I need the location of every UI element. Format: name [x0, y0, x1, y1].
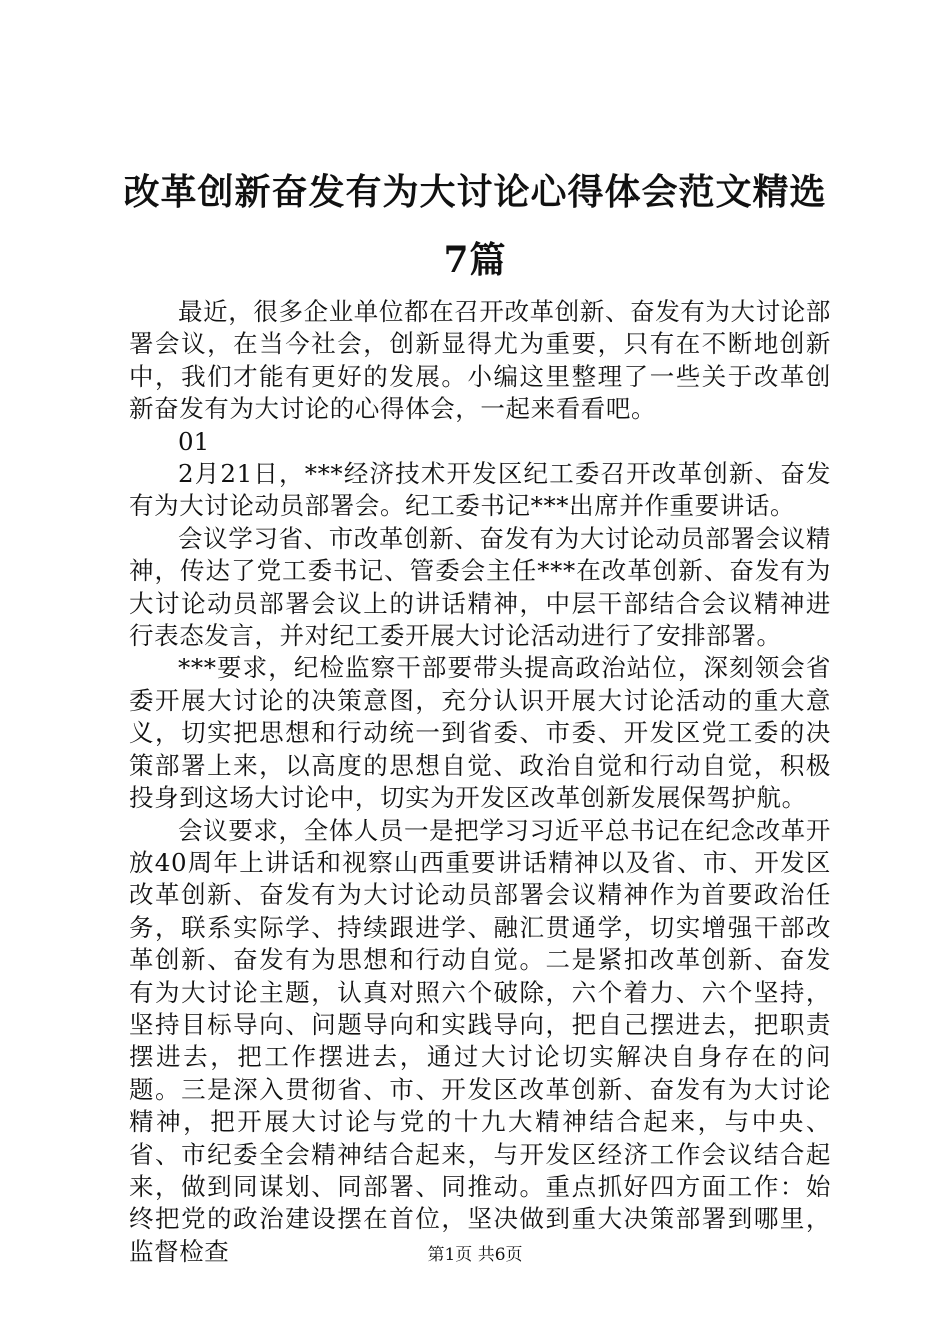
page-footer: 第1页 共6页: [427, 1245, 523, 1265]
body-paragraph: 会议学习省、市改革创新、奋发有为大讨论动员部署会议精神，传达了党工委书记、管委会主任***在改革创新、奋发有为大讨论动员部署会议上的讲话精神，中层干部结合会议精神进行表态发言，并对纪工委开展大讨论活动进行了安排部署。: [129, 523, 831, 651]
body-paragraph: 2月21日，***经济技术开发区纪工委召开改革创新、奋发有为大讨论动员部署会。纪工委书记***出席并作重要讲话。: [129, 459, 831, 521]
document-title: 改革创新奋发有为大讨论心得体会范文精选7篇: [123, 171, 827, 281]
body-paragraph: 会议要求，全体人员一是把学习习近平总书记在纪念改革开放40周年上讲话和视察山西重要讲话精神以及省、市、开发区改革创新、奋发有为大讨论动员部署会议精神作为首要政治任务，联系实际学、持续跟进学、融汇贯通学，切实增强干部改革创新、奋发有为思想和行动自觉。二是紧扣改革创新、奋发有为大讨论主题，认真对照六个破除，六个着力、六个坚持，坚持目标导向、问题导向和实践导向，把自己摆进去，把职责摆进去，把工作摆进去，通过大讨论切实解决自身存在的问题。三是深入贯彻省、市、开发区改革创新、奋发有为大讨论精神，把开展大讨论与党的十九大精神结合起来，与中央、省、市纪委全会精神结合起来，与开发区经济工作会议结合起来，做到同谋划、同部署、同推动。重点抓好四方面工作：始终把党的政治建设摆在首位，坚决做到重大决策部署到哪里，监督检查: [129, 815, 831, 1266]
intro-paragraph: 最近，很多企业单位都在召开改革创新、奋发有为大讨论部署会议，在当今社会，创新显得尤为重要，只有在不断地创新中，我们才能有更好的发展。小编这里整理了一些关于改革创新奋发有为大讨论的心得体会，一起来看看吧。: [129, 297, 831, 424]
body-paragraph: ***要求，纪检监察干部要带头提高政治站位，深刻领会省委开展大讨论的决策意图，充分认识开展大讨论活动的重大意义，切实把思想和行动统一到省委、市委、开发区党工委的决策部署上来，以高度的思想自觉、政治自觉和行动自觉，积极投身到这场大讨论中，切实为开发区改革创新发展保驾护航。: [129, 653, 831, 813]
document-body: [129, 296, 831, 1268]
section-number: 01: [178, 426, 210, 456]
